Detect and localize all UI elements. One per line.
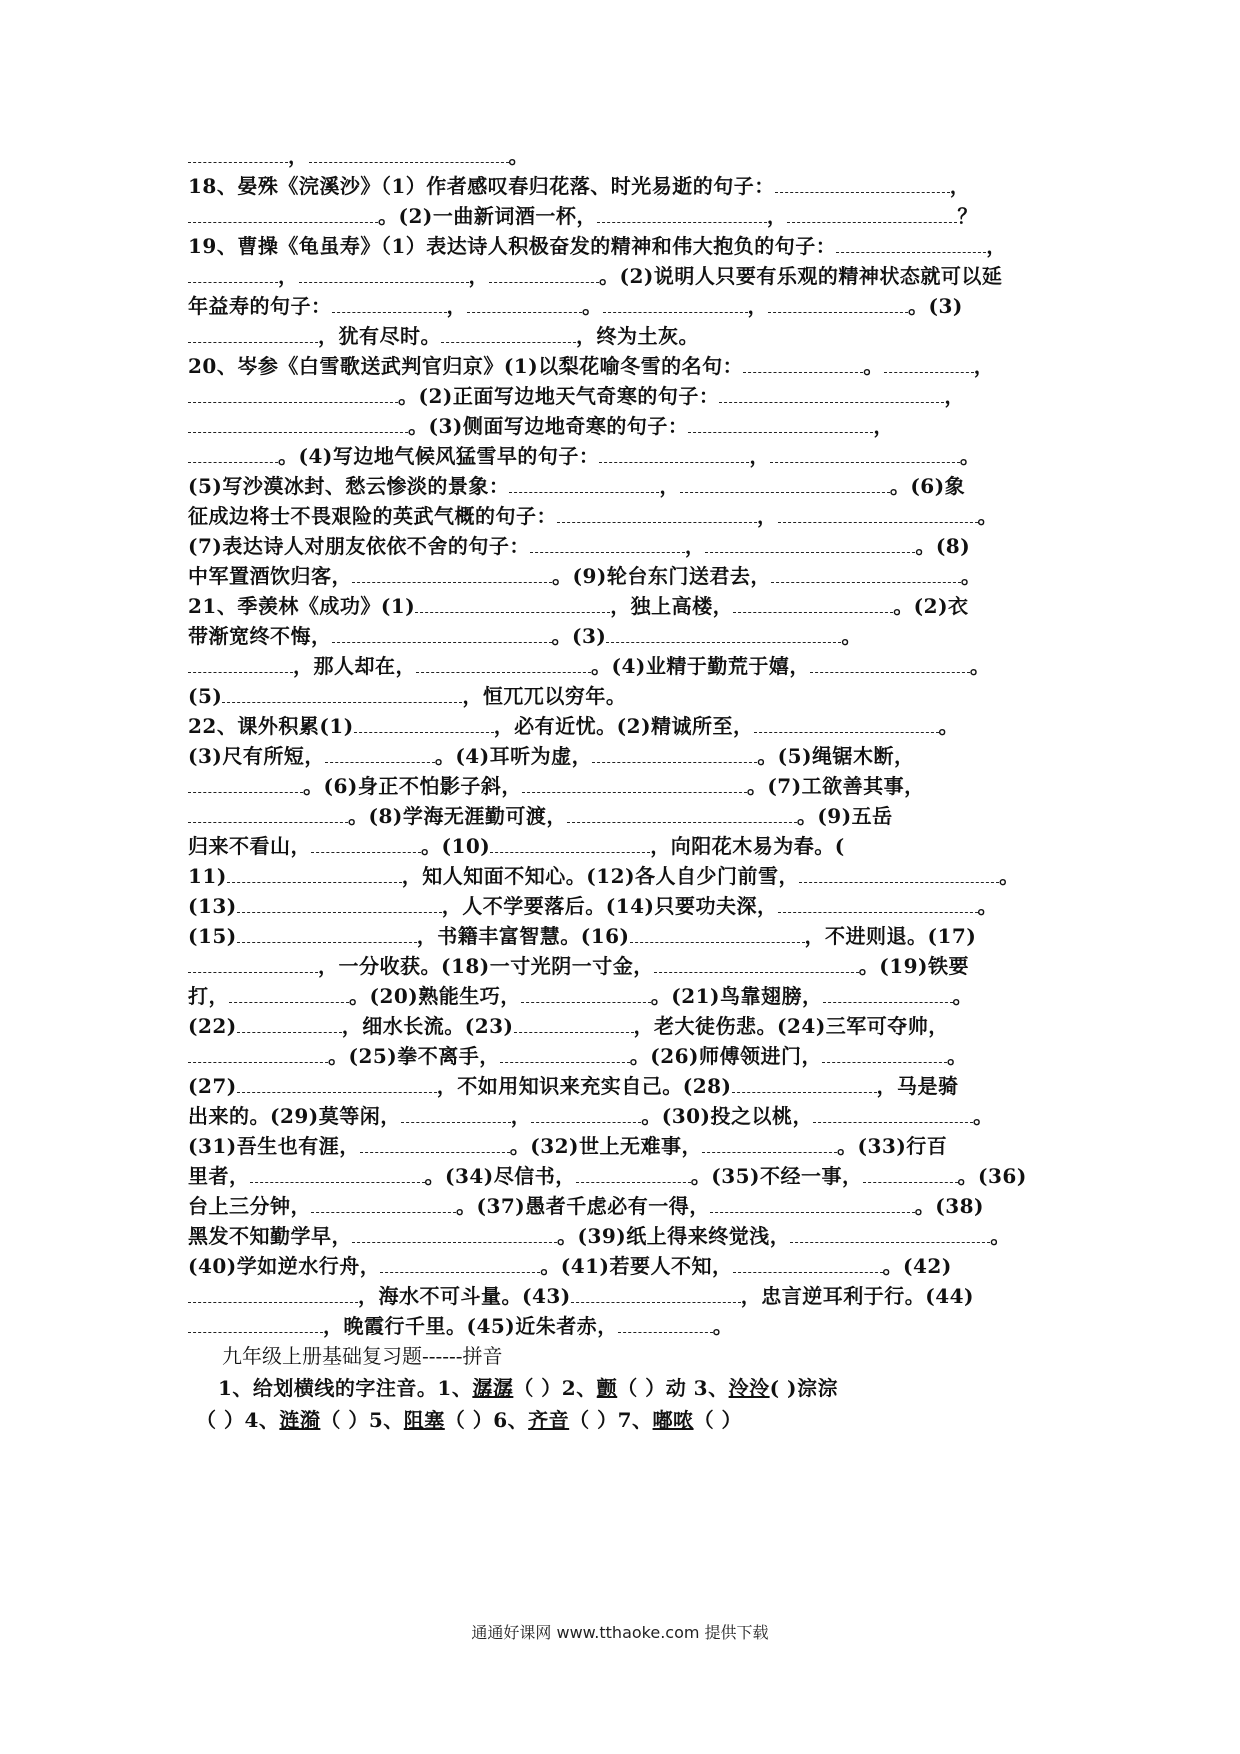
answer-blank[interactable]	[778, 502, 978, 523]
line-text: 。	[977, 504, 998, 528]
line-text: 中军置酒饮归客，	[188, 564, 352, 588]
answer-blank[interactable]	[743, 352, 863, 373]
line-text: 。	[952, 984, 974, 1008]
line-text: (7)表达诗人对朋友依依不舍的句子：	[188, 534, 530, 558]
line-text: 带渐宽终不悔，	[188, 624, 332, 648]
answer-blank[interactable]	[618, 1312, 713, 1333]
pinyin-answer-slot[interactable]: （ ）5、	[320, 1408, 404, 1432]
line-text: (15)	[188, 924, 237, 948]
text-line	[188, 500, 1058, 532]
answer-blank[interactable]	[768, 292, 908, 313]
text-line	[188, 1100, 1058, 1132]
line-text: 。(4)耳听为虚，	[434, 744, 593, 768]
answer-blank[interactable]	[229, 982, 349, 1003]
line-text: ，	[757, 504, 778, 528]
line-text: 。(9)五岳	[796, 804, 893, 828]
line-text: 。(2)衣	[893, 594, 969, 618]
line-text: 台上三分钟，	[188, 1194, 311, 1218]
line-text: ，	[949, 174, 971, 198]
answer-blank[interactable]	[571, 1282, 741, 1303]
line-text: 。(3)	[551, 624, 607, 648]
line-text: 。(2)正面写边地天气奇寒的句子：	[398, 384, 720, 408]
answer-blank[interactable]	[237, 1072, 437, 1093]
answer-blank[interactable]	[775, 172, 950, 193]
line-text: 。(7)工欲善其事，	[746, 774, 925, 798]
answer-blank[interactable]	[522, 772, 747, 793]
answer-blank[interactable]	[680, 472, 890, 493]
line-text: 。(3)	[908, 294, 963, 318]
answer-blank[interactable]	[799, 862, 999, 883]
line-text: ，不如用知识来充实自己。(28)	[436, 1074, 732, 1098]
line-text: 。	[582, 294, 603, 318]
line-text: ，	[944, 384, 965, 408]
line-text: ，那人却在，	[293, 654, 416, 678]
line-text: 。	[960, 564, 982, 588]
line-text: 。(42)	[882, 1254, 952, 1278]
answer-blank[interactable]	[360, 1132, 510, 1153]
line-text: 。(5)绳锯木断，	[757, 744, 915, 768]
line-text: ，	[986, 234, 1007, 258]
line-text: 。(20)熟能生巧，	[349, 984, 521, 1008]
line-text: ，	[973, 354, 995, 378]
line-text: 。(41)若要人不知，	[540, 1254, 733, 1278]
underlined-word: 齐音	[528, 1408, 570, 1432]
line-text: 。(3)侧面写边地奇寒的句子：	[408, 414, 689, 438]
text-line	[188, 350, 1058, 382]
line-text: 。(2)一曲新词酒一杯，	[378, 204, 597, 228]
answer-blank[interactable]	[863, 1162, 958, 1183]
answer-blank[interactable]	[531, 1102, 641, 1123]
line-text: 。(32)世上无难事，	[509, 1134, 703, 1158]
line-text: ，	[766, 204, 788, 228]
answer-blank[interactable]	[188, 262, 278, 283]
line-text: 。(33)行百	[837, 1134, 948, 1158]
text-line	[188, 1220, 1058, 1252]
line-text: (40)学如逆水行舟，	[188, 1254, 381, 1278]
answer-blank[interactable]	[188, 1042, 328, 1063]
pinyin-answer-slot[interactable]: ( )淙淙	[769, 1376, 838, 1400]
line-text: ，	[510, 1104, 532, 1128]
answer-blank[interactable]	[732, 1072, 877, 1093]
answer-blank[interactable]	[415, 592, 610, 613]
text-line	[188, 800, 1058, 832]
answer-blank[interactable]	[416, 652, 591, 673]
line-text: ，一分收获。(18)一寸光阴一寸金，	[318, 954, 654, 978]
line-text: 。(39)纸上得来终觉浅，	[557, 1224, 791, 1248]
line-text: 出来的。(29)莫等闲，	[188, 1104, 401, 1128]
line-text: 年益寿的句子：	[188, 294, 332, 318]
answer-blank[interactable]	[188, 1312, 323, 1333]
line-text: 。(26)师傅领进门，	[629, 1044, 823, 1068]
line-text: 。	[959, 444, 981, 468]
answer-blank[interactable]	[567, 802, 797, 823]
text-line	[188, 560, 1058, 592]
answer-blank[interactable]	[299, 262, 469, 283]
answer-blank[interactable]	[227, 862, 402, 883]
line-text: 。(30)投之以桃，	[641, 1104, 814, 1128]
answer-blank[interactable]	[509, 472, 659, 493]
answer-blank[interactable]	[188, 952, 318, 973]
text-line	[188, 710, 1058, 742]
answer-blank[interactable]	[309, 142, 509, 163]
line-text: 。(4)业精于勤荒于嬉，	[591, 654, 810, 678]
line-text: (5)写沙漠冰封、愁云惨淡的景象：	[188, 474, 510, 498]
answer-blank[interactable]	[332, 622, 552, 643]
answer-blank[interactable]	[710, 1192, 915, 1213]
answer-blank[interactable]	[188, 442, 278, 463]
text-line	[188, 1160, 1058, 1192]
line-text: 。(8)学海无涯勤可渡，	[348, 804, 567, 828]
text-line	[188, 170, 1058, 202]
text-line	[188, 830, 1058, 862]
line-text: 。	[977, 894, 999, 918]
line-text: 18、晏殊《浣溪沙》（1）作者感叹春归花落、时光易逝的句子：	[188, 174, 775, 198]
line-text: 。(6)象	[889, 474, 966, 498]
text-line	[188, 470, 1058, 502]
answer-blank[interactable]	[490, 832, 650, 853]
text-line	[188, 1280, 1058, 1312]
line-text: 。(8)	[915, 534, 971, 558]
answer-blank[interactable]	[592, 742, 757, 763]
text-line	[188, 950, 1058, 982]
answer-blank[interactable]	[688, 412, 873, 433]
answer-blank[interactable]	[787, 202, 957, 223]
answer-blank[interactable]	[606, 622, 841, 643]
line-text: ，独上高楼，	[610, 594, 734, 618]
answer-blank[interactable]	[823, 982, 953, 1003]
text-line	[188, 860, 1058, 892]
line-text: 。(37)愚者千虑必有一得，	[456, 1194, 710, 1218]
answer-blank[interactable]	[810, 652, 970, 673]
line-text: 。(35)不经一事，	[690, 1164, 863, 1188]
line-text: ，	[684, 534, 706, 558]
line-text: 19、曹操《龟虽寿》（1）表达诗人积极奋发的精神和伟大抱负的句子：	[188, 234, 837, 258]
answer-blank[interactable]	[352, 1222, 557, 1243]
pinyin-answer-slot[interactable]: （ ）7、	[569, 1408, 653, 1432]
line-text: ，	[873, 414, 894, 438]
answer-blank[interactable]	[188, 382, 398, 403]
text-line	[188, 1040, 1058, 1072]
answer-blank[interactable]	[250, 1162, 425, 1183]
line-text: 。(36)	[957, 1164, 1027, 1188]
line-text: 。	[973, 1104, 994, 1128]
line-text: ，书籍丰富智慧。(16)	[416, 924, 630, 948]
answer-blank[interactable]	[630, 922, 805, 943]
line-text: 里者，	[188, 1164, 250, 1188]
answer-blank[interactable]	[354, 712, 494, 733]
text-line	[188, 260, 1058, 292]
text-line	[188, 140, 1058, 172]
text-line	[188, 530, 1058, 562]
line-text: 黑发不知勤学早，	[188, 1224, 352, 1248]
text-line	[188, 740, 1058, 772]
line-text: ，向阳花木易为春。(	[650, 834, 845, 858]
underlined-word: 泠泠	[728, 1376, 770, 1400]
answer-blank[interactable]	[237, 1012, 342, 1033]
line-text: 。	[712, 1314, 734, 1338]
pinyin-answer-slot[interactable]: （ ）动 3、	[617, 1376, 729, 1400]
answer-blank[interactable]	[719, 382, 944, 403]
answer-blank[interactable]	[188, 652, 293, 673]
answer-blank[interactable]	[654, 952, 859, 973]
line-text: 归来不看山，	[188, 834, 311, 858]
pinyin-answer-slot[interactable]: （ ）2、	[513, 1376, 597, 1400]
line-text: 打，	[188, 984, 229, 1008]
underlined-word: 阻塞	[403, 1408, 445, 1432]
line-text: ？	[957, 204, 978, 228]
line-text: ，	[659, 474, 680, 498]
line-text: 。(2)说明人只要有乐观的精神状态就可以延	[599, 264, 1003, 288]
text-line	[188, 320, 1058, 352]
line-text: 。	[990, 1224, 1011, 1248]
line-text: ，犹有尽时。	[318, 324, 441, 348]
line-text: 11)	[188, 864, 227, 888]
answer-blank[interactable]	[770, 442, 960, 463]
line-text: 22、课外积累(1)	[188, 714, 354, 738]
pinyin-answer-slot[interactable]: （ ）4、	[196, 1408, 280, 1432]
line-text: 。	[841, 624, 862, 648]
answer-blank[interactable]	[597, 202, 767, 223]
text-line	[188, 920, 1058, 952]
line-text: 。(21)鸟靠翅膀，	[650, 984, 823, 1008]
underlined-word: 潺潺	[472, 1376, 514, 1400]
answer-blank[interactable]	[576, 1162, 691, 1183]
answer-blank[interactable]	[771, 562, 961, 583]
text-line	[188, 1010, 1058, 1042]
answer-blank[interactable]	[822, 1042, 947, 1063]
answer-blank[interactable]	[222, 682, 462, 703]
answer-blank[interactable]	[733, 592, 893, 613]
answer-blank[interactable]	[188, 1282, 358, 1303]
answer-blank[interactable]	[188, 802, 348, 823]
answer-blank[interactable]	[702, 1132, 837, 1153]
line-text: ，终为土灰。	[576, 324, 699, 348]
line-text: 21、季羡林《成功》(1)	[188, 594, 416, 618]
underlined-word: 颤	[596, 1376, 618, 1400]
text-line	[188, 230, 1058, 262]
text-line	[188, 1130, 1058, 1162]
answer-blank[interactable]	[884, 352, 974, 373]
line-text: ，知人知面不知心。(12)各人自少门前雪，	[401, 864, 800, 888]
answer-blank[interactable]	[467, 292, 582, 313]
line-text: (5)	[188, 684, 223, 708]
line-text: ，	[288, 144, 309, 168]
underlined-word: 嘟哝	[652, 1408, 694, 1432]
line-text: (22)	[188, 1014, 237, 1038]
answer-blank[interactable]	[836, 232, 986, 253]
answer-blank[interactable]	[530, 532, 685, 553]
line-text: 。(19)铁要	[858, 954, 970, 978]
line-text: 。	[969, 654, 991, 678]
answer-blank[interactable]	[311, 832, 421, 853]
line-text: 。	[938, 714, 960, 738]
text-line	[188, 1310, 1058, 1342]
line-text: ，人不学要落后。(14)只要功夫深，	[441, 894, 778, 918]
answer-blank[interactable]	[705, 532, 915, 553]
answer-blank[interactable]	[500, 1042, 630, 1063]
line-text: (3)尺有所短，	[188, 744, 325, 768]
line-text: 。(4)写边地气候风猛雪早的句子：	[278, 444, 600, 468]
text-line	[188, 410, 1058, 442]
line-text: ，	[747, 294, 768, 318]
pinyin-row-2	[196, 1404, 1066, 1436]
answer-blank[interactable]	[599, 442, 749, 463]
question-intro: 1、给划横线的字注音。1、	[218, 1376, 473, 1400]
line-text: ，马是骑	[876, 1074, 959, 1098]
line-text: ，恒兀兀以穷年。	[462, 684, 627, 708]
answer-blank[interactable]	[603, 292, 748, 313]
line-text: 。(38)	[914, 1194, 985, 1218]
answer-blank[interactable]	[813, 1102, 973, 1123]
line-text: ，	[468, 264, 489, 288]
line-text: 。	[508, 144, 529, 168]
line-text: ，晚霞行千里。(45)近朱者赤，	[323, 1314, 618, 1338]
pinyin-answer-slot[interactable]: （ ）	[693, 1408, 743, 1432]
text-line	[188, 980, 1058, 1012]
line-text: 。(25)拳不离手，	[328, 1044, 500, 1068]
line-text: ，	[278, 264, 299, 288]
answer-blank[interactable]	[188, 142, 288, 163]
text-line	[188, 1190, 1058, 1222]
line-text: ，	[749, 444, 770, 468]
answer-blank[interactable]	[237, 922, 417, 943]
text-line	[188, 290, 1058, 322]
text-line	[188, 650, 1058, 682]
line-text: 。	[999, 864, 1020, 888]
line-text: 20、岑参《白雪歌送武判官归京》(1)以梨花喻冬雪的名句：	[188, 354, 744, 378]
pinyin-row-1	[218, 1372, 1088, 1404]
answer-blank[interactable]	[188, 202, 378, 223]
line-text: ，必有近忧。(2)精诚所至，	[493, 714, 754, 738]
answer-blank[interactable]	[790, 1222, 990, 1243]
answer-blank[interactable]	[332, 292, 447, 313]
text-line	[188, 1250, 1058, 1282]
line-text: 。(9)轮台东门送君去，	[552, 564, 771, 588]
line-text: 。	[947, 1044, 968, 1068]
text-line	[188, 680, 1058, 712]
text-line	[188, 890, 1058, 922]
answer-blank[interactable]	[489, 262, 599, 283]
text-line	[188, 440, 1058, 472]
line-text: 征成边将士不畏艰险的英武气概的句子：	[188, 504, 557, 528]
page-footer: 通通好课网 www.tthaoke.com 提供下载	[471, 1623, 769, 1642]
line-text: 。(6)身正不怕影子斜，	[303, 774, 522, 798]
line-text: (13)	[188, 894, 237, 918]
answer-blank[interactable]	[521, 982, 651, 1003]
line-text: ，海水不可斗量。(43)	[358, 1284, 571, 1308]
answer-blank[interactable]	[778, 892, 978, 913]
text-line	[188, 620, 1058, 652]
section-title: 九年级上册基础复习题------拼音	[222, 1344, 503, 1368]
answer-blank[interactable]	[441, 322, 576, 343]
answer-blank[interactable]	[188, 322, 318, 343]
answer-blank[interactable]	[733, 1252, 883, 1273]
line-text: (27)	[188, 1074, 237, 1098]
answer-blank[interactable]	[754, 712, 939, 733]
answer-blank[interactable]	[237, 892, 442, 913]
line-text: 。(34)尽信书，	[424, 1164, 576, 1188]
answer-blank[interactable]	[188, 412, 408, 433]
answer-blank[interactable]	[311, 1192, 456, 1213]
answer-blank[interactable]	[325, 742, 435, 763]
line-text: ，不进则退。(17)	[804, 924, 977, 948]
answer-blank[interactable]	[401, 1102, 511, 1123]
text-line	[188, 380, 1058, 412]
line-text: 。	[863, 354, 884, 378]
answer-blank[interactable]	[352, 562, 552, 583]
text-line	[188, 590, 1058, 622]
line-text: (31)吾生也有涯，	[188, 1134, 360, 1158]
underlined-word: 涟漪	[279, 1408, 321, 1432]
line-text: ，老大徒伤悲。(24)三军可夺帅，	[633, 1014, 949, 1038]
answer-blank[interactable]	[557, 502, 757, 523]
answer-blank[interactable]	[514, 1012, 634, 1033]
line-text: 。(10)	[421, 834, 491, 858]
text-line	[188, 770, 1058, 802]
line-text: ，	[446, 294, 467, 318]
line-text: ，忠言逆耳利于行。(44)	[740, 1284, 975, 1308]
text-line	[188, 200, 1058, 232]
answer-blank[interactable]	[380, 1252, 540, 1273]
answer-blank[interactable]	[188, 772, 303, 793]
pinyin-answer-slot[interactable]: （ ）6、	[444, 1408, 529, 1432]
line-text: ，细水长流。(23)	[341, 1014, 514, 1038]
text-line	[188, 1070, 1058, 1102]
